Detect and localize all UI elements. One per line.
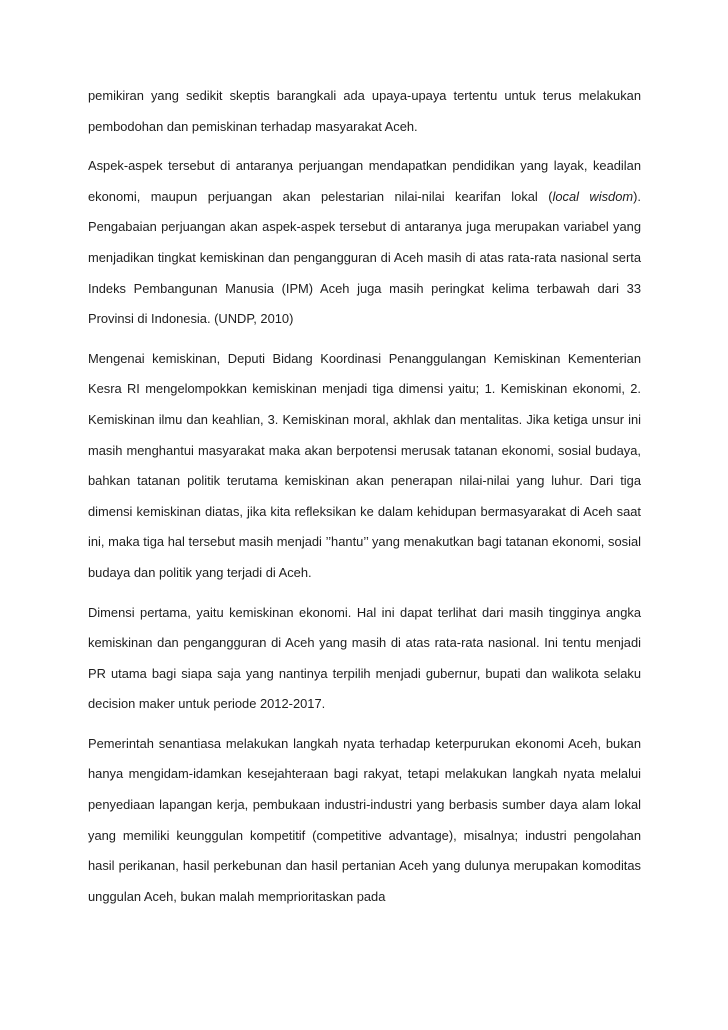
paragraph-5: Pemerintah senantiasa melakukan langkah nyata terhadap keterpurukan ekonomi Aceh, bukan hanya mengidam-idamkan kesejahteraan bagi rakyat, tetapi melakukan langkah nyata melalui penyediaan lapangan kerja, pembukaan industri-industri yang berbasis sumber daya alam lokal yang memiliki keunggulan kompetitif (competitive advantage), misalnya; industri pengolahan hasil perikanan, hasil perkebunan dan hasil pertanian Aceh yang dulunya merupakan komoditas unggulan Aceh, bukan malah memprioritaskan pada [88, 735, 641, 904]
local-wisdom-term: local wisdom [552, 188, 634, 204]
paragraph-4: Dimensi pertama, yaitu kemiskinan ekonomi. Hal ini dapat terlihat dari masih tingginya angka kemiskinan dan pengangguran di Aceh yang masih di atas rata-rata nasional. Ini tentu menjadi PR utama bagi siapa saja yang nantinya terpilih menjadi gubernur, bupati dan walikota selaku decision maker untuk periode 2012-2017. [88, 604, 641, 712]
paragraph-2-part-2: ). Pengabaian perjuangan akan aspek-aspek tersebut di antaranya juga merupakan variabel yang menjadikan tingkat kemiskinan dan pengangguran di Aceh masih di atas rata-rata nasional serta Indeks Pembangunan Manusia (IPM) Aceh juga masih peringkat kelima terbawah dari 33 Provinsi di Indonesia. (UNDP, 2010) [88, 188, 641, 327]
document-body [88, 81, 641, 921]
paragraph-1: pemikiran yang sedikit skeptis barangkali ada upaya-upaya tertentu untuk terus melakukan pembodohan dan pemiskinan terhadap masyarakat Aceh. [88, 88, 641, 134]
paragraph-2 [88, 151, 641, 335]
paragraph-3: Mengenai kemiskinan, Deputi Bidang Koordinasi Penanggulangan Kemiskinan Kementerian Kesra RI mengelompokkan kemiskinan menjadi tiga dimensi yaitu; 1. Kemiskinan ekonomi, 2. Kemiskinan ilmu dan keahlian, 3. Kemiskinan moral, akhlak dan mentalitas. Jika ketiga unsur ini masih menghantui masyarakat maka akan berpotensi merusak tatanan ekonomi, sosial budaya, bahkan tatanan politik terutama kemiskinan akan penerapan nilai-nilai yang luhur. Dari tiga dimensi kemiskinan diatas, jika kita refleksikan ke dalam kehidupan bermasyarakat di Aceh saat ini, maka tiga hal tersebut masih menjadi ’’hantu’’ yang menakutkan bagi tatanan ekonomi, sosial budaya dan politik yang terjadi di Aceh. [88, 350, 641, 580]
paragraph-2-part-1: Aspek-aspek tersebut di antaranya perjuangan mendapatkan pendidikan yang layak, keadilan ekonomi, maupun perjuangan akan pelestarian nilai-nilai kearifan lokal ( [88, 158, 641, 204]
